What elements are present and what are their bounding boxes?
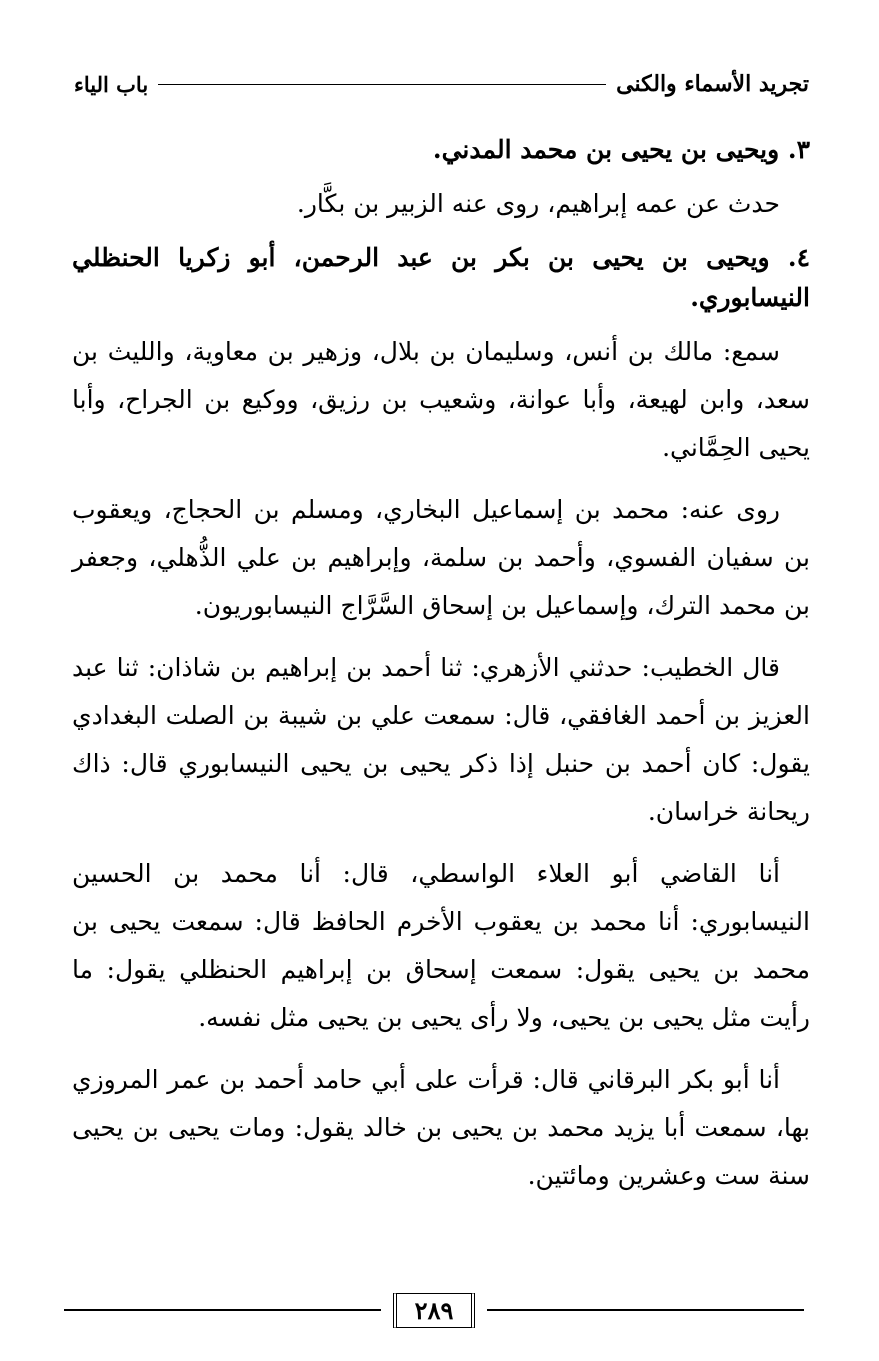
paragraph: روى عنه: محمد بن إسماعيل البخاري، ومسلم بن الحجاج، ويعقوب بن سفيان الفسوي، وأحمد بن سلمة، وإبراهيم بن علي الذُّهلي، وجعفر بن محمد الترك، وإسماعيل بن إسحاق السَّرَّاج النيسابوريون. <box>72 495 810 620</box>
paragraph: أنا أبو بكر البرقاني قال: قرأت على أبي حامد أحمد بن عمر المروزي بها، سمعت أبا يزيد محمد بن يحيى بن خالد يقول: ومات يحيى بن يحيى سنة ست وعشرين ومائتين. <box>72 1065 810 1190</box>
paragraph: أنا القاضي أبو العلاء الواسطي، قال: أنا محمد بن الحسين النيسابوري: أنا محمد بن يعقوب الأخرم الحافظ قال: سمعت يحيى بن محمد بن يحيى يقول: سمعت إسحاق بن إبراهيم الحنظلي يقول: ما رأيت مثل يحيى بن يحيى، ولا رأى يحيى بن يحيى مثل نفسه. <box>72 859 810 1032</box>
entry-heading: ٤. ويحيى بن يحيى بن بكر بن عبد الرحمن، أبو زكريا الحنظلي النيسابوري. <box>72 243 810 312</box>
chapter-title: باب الياء <box>74 71 149 97</box>
header-rule <box>158 84 606 85</box>
paragraph: سمع: مالك بن أنس، وسليمان بن بلال، وزهير بن معاوية، والليث بن سعد، وابن لهيعة، وأبا عوانة، وشعيب بن رزيق، ووكيع بن الجراح، وأبا يحيى الحِمَّاني. <box>72 337 810 462</box>
footer-rule-left <box>64 1309 381 1311</box>
page-footer <box>64 1290 804 1330</box>
paragraph: حدث عن عمه إبراهيم، روى عنه الزبير بن بكَّار. <box>296 189 780 218</box>
paragraph: قال الخطيب: حدثني الأزهري: ثنا أحمد بن إبراهيم بن شاذان: ثنا عبد العزيز بن أحمد الغافقي، قال: سمعت علي بن شيبة بن الصلت البغدادي يقول: كان أحمد بن حنبل إذا ذكر يحيى بن يحيى النيسابوري قال: ذاك ريحانة خراسان. <box>72 653 810 826</box>
entry-heading: ٣. ويحيى بن يحيى بن محمد المدني. <box>432 135 810 164</box>
running-header <box>74 64 809 104</box>
page-body <box>72 120 810 1214</box>
page-number: ٢٨٩ <box>393 1293 476 1328</box>
footer-rule-right <box>487 1309 804 1311</box>
book-title: تجريد الأسماء والكنى <box>616 71 809 97</box>
